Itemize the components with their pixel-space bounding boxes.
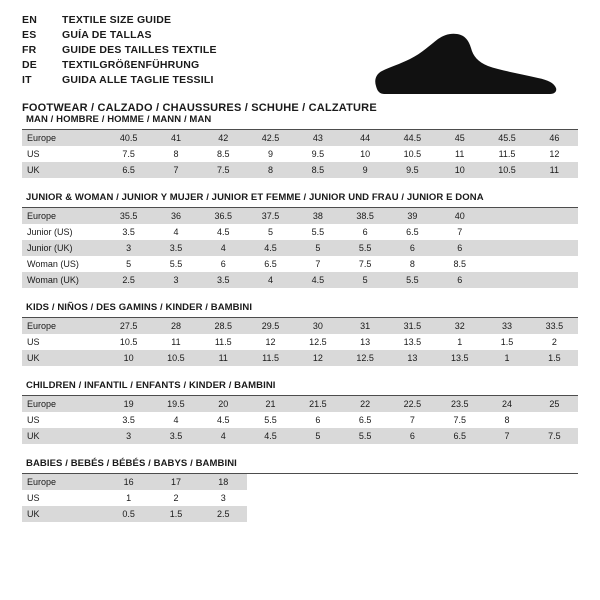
row-label: Woman (UK) [22, 272, 105, 288]
language-list [22, 14, 217, 89]
language-code: FR [22, 44, 37, 56]
cell: 12 [531, 146, 578, 162]
language-code: DE [22, 59, 37, 71]
cell: 11.5 [200, 334, 247, 350]
section-title: MAN / HOMBRE / HOMME / MANN / MAN [22, 114, 578, 130]
section-babies [22, 458, 578, 522]
cell: 4 [200, 240, 247, 256]
cell-empty [294, 474, 341, 490]
language-row [22, 59, 217, 74]
size-table-kids [22, 318, 578, 366]
cell: 3 [152, 272, 199, 288]
cell: 2.5 [105, 272, 152, 288]
cell [483, 256, 530, 272]
cell: 5 [105, 256, 152, 272]
cell: 6 [389, 428, 436, 444]
cell: 5 [294, 428, 341, 444]
cell [531, 412, 578, 428]
cell: 12.5 [294, 334, 341, 350]
cell: 21 [247, 396, 294, 412]
cell: 8.5 [294, 162, 341, 178]
cell: 8 [247, 162, 294, 178]
cell: 5.5 [341, 428, 388, 444]
cell: 19 [105, 396, 152, 412]
cell: 2 [531, 334, 578, 350]
section-title: JUNIOR & WOMAN / JUNIOR Y MUJER / JUNIOR ET FEMME / JUNIOR UND FRAU / JUNIOR E DONA [22, 192, 578, 208]
cell [531, 256, 578, 272]
cell: 9.5 [389, 162, 436, 178]
cell: 5.5 [247, 412, 294, 428]
cell: 4 [152, 412, 199, 428]
cell: 42.5 [247, 130, 294, 146]
cell: 3.5 [152, 240, 199, 256]
cell: 5.5 [294, 224, 341, 240]
section-junior-woman [22, 192, 578, 288]
header [22, 14, 578, 114]
cell: 4.5 [200, 224, 247, 240]
table-row [22, 334, 578, 350]
cell-empty [341, 490, 388, 506]
cell: 22.5 [389, 396, 436, 412]
cell: 44 [341, 130, 388, 146]
cell: 18 [200, 474, 247, 490]
table-row [22, 396, 578, 412]
cell: 7 [483, 428, 530, 444]
cell [483, 224, 530, 240]
section-children [22, 380, 578, 444]
row-label: Junior (UK) [22, 240, 105, 256]
language-code: ES [22, 29, 37, 41]
cell: 3 [105, 240, 152, 256]
cell: 3.5 [105, 224, 152, 240]
cell: 25 [531, 396, 578, 412]
cell: 7.5 [200, 162, 247, 178]
language-text: GUÍA DE TALLAS [62, 29, 152, 41]
cell: 31 [341, 318, 388, 334]
cell: 6.5 [436, 428, 483, 444]
cell: 35.5 [105, 208, 152, 224]
cell: 1.5 [531, 350, 578, 366]
cell: 4.5 [294, 272, 341, 288]
cell: 13 [341, 334, 388, 350]
cell: 10.5 [483, 162, 530, 178]
table-row [22, 506, 578, 522]
cell-empty [436, 490, 483, 506]
cell: 8 [389, 256, 436, 272]
section-title: KIDS / NIÑOS / DES GAMINS / KINDER / BAMBINI [22, 302, 578, 318]
table-row [22, 272, 578, 288]
cell-empty [531, 506, 578, 522]
cell: 11 [531, 162, 578, 178]
cell: 17 [152, 474, 199, 490]
cell: 8.5 [200, 146, 247, 162]
cell: 11.5 [483, 146, 530, 162]
cell: 36.5 [200, 208, 247, 224]
language-code: EN [22, 14, 37, 26]
table-row [22, 256, 578, 272]
dress-shoe-icon [370, 30, 560, 102]
section-kids [22, 302, 578, 366]
cell: 6.5 [105, 162, 152, 178]
cell: 13.5 [389, 334, 436, 350]
cell: 44.5 [389, 130, 436, 146]
table-row [22, 146, 578, 162]
table-row [22, 162, 578, 178]
cell: 5.5 [389, 272, 436, 288]
cell-empty [247, 506, 294, 522]
cell: 27.5 [105, 318, 152, 334]
cell-empty [389, 506, 436, 522]
row-label: UK [22, 350, 105, 366]
row-label: US [22, 146, 105, 162]
row-label: US [22, 334, 105, 350]
cell: 1 [105, 490, 152, 506]
cell: 30 [294, 318, 341, 334]
row-label: Europe [22, 208, 105, 224]
cell: 2 [152, 490, 199, 506]
cell: 28 [152, 318, 199, 334]
cell: 2.5 [200, 506, 247, 522]
cell: 3 [200, 490, 247, 506]
cell [531, 208, 578, 224]
cell-empty [247, 474, 294, 490]
cell: 7 [389, 412, 436, 428]
cell: 42 [200, 130, 247, 146]
cell: 3 [105, 428, 152, 444]
cell: 7.5 [341, 256, 388, 272]
cell: 1 [483, 350, 530, 366]
cell: 4 [247, 272, 294, 288]
cell: 6 [436, 240, 483, 256]
cell: 7.5 [436, 412, 483, 428]
cell: 6 [294, 412, 341, 428]
cell: 22 [341, 396, 388, 412]
language-code: IT [22, 74, 32, 86]
cell: 45.5 [483, 130, 530, 146]
cell: 1 [436, 334, 483, 350]
cell: 3.5 [105, 412, 152, 428]
cell: 45 [436, 130, 483, 146]
cell: 5 [294, 240, 341, 256]
cell: 3.5 [200, 272, 247, 288]
cell: 6 [389, 240, 436, 256]
cell: 3.5 [152, 428, 199, 444]
cell: 13 [389, 350, 436, 366]
size-table-babies [22, 474, 578, 522]
language-row [22, 29, 217, 44]
language-row [22, 74, 217, 89]
cell: 11 [152, 334, 199, 350]
table-row [22, 412, 578, 428]
table-row [22, 318, 578, 334]
cell: 37.5 [247, 208, 294, 224]
cell: 9 [247, 146, 294, 162]
cell: 7 [436, 224, 483, 240]
cell: 29.5 [247, 318, 294, 334]
cell-empty [436, 474, 483, 490]
cell: 10.5 [152, 350, 199, 366]
cell: 46 [531, 130, 578, 146]
cell: 6.5 [389, 224, 436, 240]
cell-empty [294, 506, 341, 522]
cell [531, 240, 578, 256]
cell: 20 [200, 396, 247, 412]
cell-empty [531, 490, 578, 506]
cell: 24 [483, 396, 530, 412]
cell: 7 [152, 162, 199, 178]
cell: 4 [200, 428, 247, 444]
cell: 40 [436, 208, 483, 224]
cell: 5.5 [152, 256, 199, 272]
cell: 8 [152, 146, 199, 162]
cell: 11 [200, 350, 247, 366]
row-label: US [22, 490, 105, 506]
cell: 13.5 [436, 350, 483, 366]
row-label: Europe [22, 130, 105, 146]
row-label: Europe [22, 474, 105, 490]
cell: 33 [483, 318, 530, 334]
cell-empty [341, 474, 388, 490]
cell: 4.5 [247, 240, 294, 256]
cell: 6.5 [341, 412, 388, 428]
language-text: GUIDA ALLE TAGLIE TESSILI [62, 74, 214, 86]
size-table-children [22, 396, 578, 444]
table-row [22, 428, 578, 444]
language-row [22, 44, 217, 59]
row-label: US [22, 412, 105, 428]
cell-empty [531, 474, 578, 490]
cell: 8 [483, 412, 530, 428]
cell: 1.5 [152, 506, 199, 522]
cell: 10 [105, 350, 152, 366]
cell: 7 [294, 256, 341, 272]
cell: 10.5 [105, 334, 152, 350]
cell: 23.5 [436, 396, 483, 412]
cell: 4 [152, 224, 199, 240]
cell [531, 272, 578, 288]
cell [483, 272, 530, 288]
cell: 21.5 [294, 396, 341, 412]
cell-empty [341, 506, 388, 522]
language-text: TEXTILE SIZE GUIDE [62, 14, 172, 26]
cell [483, 240, 530, 256]
cell: 1.5 [483, 334, 530, 350]
cell-empty [294, 490, 341, 506]
row-label: UK [22, 506, 105, 522]
cell: 11 [436, 146, 483, 162]
cell: 5 [341, 272, 388, 288]
cell: 38 [294, 208, 341, 224]
cell-empty [483, 506, 530, 522]
row-label: Junior (US) [22, 224, 105, 240]
cell: 5 [247, 224, 294, 240]
cell [483, 208, 530, 224]
cell: 6 [436, 272, 483, 288]
footwear-heading: FOOTWEAR / CALZADO / CHAUSSURES / SCHUHE / CALZATURE [22, 102, 377, 114]
section-title: BABIES / BEBÉS / BÉBÉS / BABYS / BAMBINI [22, 458, 578, 474]
language-text: GUIDE DES TAILLES TEXTILE [62, 44, 217, 56]
table-row [22, 208, 578, 224]
cell-empty [389, 490, 436, 506]
table-row [22, 240, 578, 256]
row-label: Europe [22, 396, 105, 412]
cell: 43 [294, 130, 341, 146]
row-label: UK [22, 428, 105, 444]
cell: 5.5 [341, 240, 388, 256]
language-row [22, 14, 217, 29]
cell: 39 [389, 208, 436, 224]
table-row [22, 474, 578, 490]
cell: 40.5 [105, 130, 152, 146]
cell: 10 [436, 162, 483, 178]
table-row [22, 490, 578, 506]
cell: 12 [294, 350, 341, 366]
section-man [22, 114, 578, 178]
cell: 0.5 [105, 506, 152, 522]
cell-empty [389, 474, 436, 490]
cell: 41 [152, 130, 199, 146]
table-row [22, 350, 578, 366]
cell-empty [436, 506, 483, 522]
table-row [22, 224, 578, 240]
cell: 6 [200, 256, 247, 272]
cell-empty [483, 490, 530, 506]
cell: 33.5 [531, 318, 578, 334]
row-label: Europe [22, 318, 105, 334]
cell: 9.5 [294, 146, 341, 162]
cell: 19.5 [152, 396, 199, 412]
cell: 10.5 [389, 146, 436, 162]
cell: 11.5 [247, 350, 294, 366]
size-table-man [22, 130, 578, 178]
cell: 32 [436, 318, 483, 334]
cell: 10 [341, 146, 388, 162]
cell: 7.5 [105, 146, 152, 162]
cell: 7.5 [531, 428, 578, 444]
cell: 6.5 [247, 256, 294, 272]
size-table-junior-woman [22, 208, 578, 288]
cell: 6 [341, 224, 388, 240]
section-title: CHILDREN / INFANTIL / ENFANTS / KINDER / BAMBINI [22, 380, 578, 396]
cell: 36 [152, 208, 199, 224]
cell: 4.5 [200, 412, 247, 428]
table-row [22, 130, 578, 146]
cell: 12.5 [341, 350, 388, 366]
row-label: Woman (US) [22, 256, 105, 272]
cell [531, 224, 578, 240]
cell: 16 [105, 474, 152, 490]
cell: 8.5 [436, 256, 483, 272]
cell: 38.5 [341, 208, 388, 224]
cell: 28.5 [200, 318, 247, 334]
row-label: UK [22, 162, 105, 178]
cell: 9 [341, 162, 388, 178]
cell: 12 [247, 334, 294, 350]
language-text: TEXTILGRÖßENFÜHRUNG [62, 59, 200, 71]
cell-empty [483, 474, 530, 490]
cell: 4.5 [247, 428, 294, 444]
cell-empty [247, 490, 294, 506]
cell: 31.5 [389, 318, 436, 334]
